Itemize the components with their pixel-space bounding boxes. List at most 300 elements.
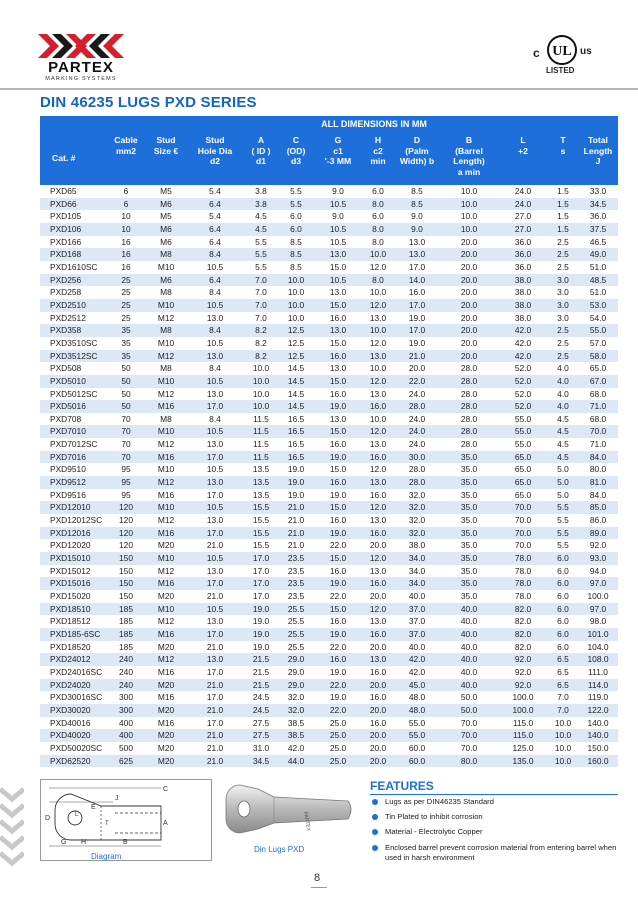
table-cell: 5.5 [548,501,578,514]
table-cell: 17.0 [394,261,440,274]
table-cell: 15.0 [314,299,362,312]
table-cell: 13.0 [362,653,394,666]
column-header-line: Cat. # [52,153,76,164]
table-cell: M6 [146,274,186,287]
table-cell: 21.0 [278,514,314,527]
table-row [40,653,618,666]
table-cell: 10.0 [244,400,278,413]
column-header-line: min [370,156,386,166]
catalog-number-cell: PXD3512SC [40,350,106,363]
table-cell: 29.0 [278,653,314,666]
catalog-number-cell: PXD40016 [40,717,106,730]
column-header-line: B [465,135,473,145]
table-cell: 16.5 [278,438,314,451]
table-row [40,590,618,603]
table-cell: 15.5 [244,514,278,527]
table-cell: 625 [106,755,146,768]
table-row [40,603,618,616]
table-row [40,400,618,413]
column-header-line: (Palm [405,145,429,156]
table-cell: 12.0 [362,552,394,565]
table-cell: M8 [146,324,186,337]
column-header-line: '-3 MM [324,156,352,166]
table-cell: 70.0 [578,425,618,438]
table-cell: 80.0 [440,755,498,768]
catalog-number-cell: PXD15012 [40,565,106,578]
table-cell: 21.0 [186,539,244,552]
table-cell: 13.0 [186,653,244,666]
table-cell: 16.0 [314,565,362,578]
table-cell: 9.0 [394,223,440,236]
table-cell: 21.0 [186,742,244,755]
table-row [40,223,618,236]
table-cell: 35.0 [440,451,498,464]
bullet-icon [372,845,378,851]
table-cell: 92.0 [498,679,548,692]
diagram-letter-a: A [163,820,168,827]
table-cell: 19.0 [394,337,440,350]
table-cell: 19.0 [394,312,440,325]
table-cell: M16 [146,451,186,464]
table-cell: 21.0 [278,501,314,514]
table-cell: 70.0 [498,527,548,540]
column-header-line: (OD) [286,145,306,156]
table-cell: 36.0 [498,248,548,261]
table-cell: 4.5 [244,210,278,223]
table-cell: 35 [106,337,146,350]
table-cell: 16.0 [362,527,394,540]
table-cell: 95 [106,476,146,489]
table-cell: 3.0 [548,312,578,325]
table-cell: 4.0 [548,375,578,388]
table-cell: 20.0 [440,312,498,325]
table-cell: 6.0 [548,641,578,654]
table-cell: 19.0 [314,489,362,502]
table-cell: 5.5 [548,539,578,552]
column-header-line: mm2 [115,145,137,156]
diagram-letter-b: B [123,839,128,846]
table-cell: 71.0 [578,400,618,413]
table-cell: 97.0 [578,577,618,590]
table-cell: 40.0 [440,679,498,692]
table-cell: 8.5 [394,185,440,198]
table-cell: 65.0 [498,476,548,489]
table-cell: 16.0 [394,286,440,299]
table-cell: 13.0 [394,248,440,261]
table-cell: 12.0 [362,463,394,476]
table-cell: 160.0 [578,755,618,768]
table-cell: 21.0 [186,729,244,742]
table-cell: 8.0 [362,223,394,236]
table-cell: 35.0 [440,514,498,527]
table-cell: 24.0 [394,388,440,401]
side-decoration [0,785,24,870]
table-cell: 25.5 [278,615,314,628]
table-cell: 240 [106,679,146,692]
table-cell: 135.0 [498,755,548,768]
table-cell: 42.0 [498,350,548,363]
table-cell: 13.5 [244,476,278,489]
column-header [244,132,278,185]
table-cell: 10.0 [548,742,578,755]
table-cell: 51.0 [578,261,618,274]
catalog-number-cell: PXD358 [40,324,106,337]
table-cell: 20.0 [362,590,394,603]
table-cell: 20.0 [362,704,394,717]
table-cell: 37.5 [578,223,618,236]
table-cell: 21.5 [244,679,278,692]
table-cell: 2.5 [548,236,578,249]
table-cell: 5.5 [278,185,314,198]
catalog-number-cell: PXD7016 [40,451,106,464]
table-cell: 10.5 [186,261,244,274]
table-row [40,742,618,755]
table-cell: 12.5 [278,337,314,350]
table-cell: 54.0 [578,312,618,325]
table-cell: 36.0 [498,236,548,249]
ul-listed-label: LISTED [546,66,575,75]
column-header-line: +2 [518,145,528,156]
column-header-line: d3 [290,156,302,166]
table-cell: 17.0 [186,527,244,540]
table-cell: 122.0 [578,704,618,717]
table-cell: 82.0 [498,628,548,641]
column-header-line: H [374,135,382,145]
table-cell: 70 [106,438,146,451]
table-cell: 19.0 [244,615,278,628]
table-cell: 33.0 [578,185,618,198]
table-cell: 55.0 [394,729,440,742]
table-cell: 45.0 [394,679,440,692]
table-cell: 50.0 [440,704,498,717]
table-cell: M8 [146,248,186,261]
table-cell: 24.5 [244,691,278,704]
table-cell: 30.0 [394,451,440,464]
table-cell: M20 [146,641,186,654]
table-cell: 82.0 [498,603,548,616]
column-header-line: L [520,135,526,145]
table-cell: 12.0 [362,337,394,350]
table-cell: 150 [106,590,146,603]
table-cell: M12 [146,388,186,401]
table-cell: 31.0 [244,742,278,755]
table-cell: 7.0 [548,704,578,717]
table-cell: 8.5 [278,261,314,274]
table-cell: M10 [146,425,186,438]
table-cell: 10.0 [244,375,278,388]
table-cell: 28.0 [394,476,440,489]
column-header-line: Hole Dia [197,145,233,156]
table-cell: 55.0 [394,717,440,730]
bullet-icon [372,814,378,820]
feature-text: Lugs as per DIN46235 Standard [385,797,494,806]
table-cell: M10 [146,375,186,388]
table-cell: 3.0 [548,274,578,287]
table-cell: 4.5 [548,425,578,438]
table-cell: 70 [106,425,146,438]
column-header [578,132,618,185]
table-cell: 27.0 [498,210,548,223]
table-row [40,198,618,211]
table-cell: 27.5 [244,717,278,730]
table-cell: 20.0 [362,742,394,755]
table-cell: 44.0 [278,755,314,768]
table-cell: 10.5 [314,223,362,236]
table-cell: 13.0 [186,565,244,578]
table-cell: 40.0 [440,615,498,628]
table-cell: 36.0 [498,261,548,274]
table-cell: 13.0 [394,236,440,249]
catalog-number-cell: PXD50020SC [40,742,106,755]
table-row [40,438,618,451]
table-cell: 15.5 [244,539,278,552]
table-cell: 6.4 [186,198,244,211]
table-cell: 32.0 [394,527,440,540]
diagram-letter-g: G [61,839,67,846]
table-cell: 46.5 [578,236,618,249]
table-row [40,350,618,363]
table-cell: 15.0 [314,425,362,438]
ul-c-label: c [533,46,540,60]
table-cell: 21.0 [278,527,314,540]
table-cell: 55.0 [578,324,618,337]
table-row [40,691,618,704]
table-cell: 95 [106,463,146,476]
table-cell: 2.5 [548,350,578,363]
table-row [40,565,618,578]
table-cell: 23.5 [278,590,314,603]
column-header-line: Length) [453,156,485,166]
table-cell: 300 [106,704,146,717]
table-cell: 35.0 [440,577,498,590]
table-cell: 185 [106,603,146,616]
table-cell: M8 [146,362,186,375]
column-header-line: Length [583,145,613,156]
table-cell: 25.0 [314,729,362,742]
table-cell: 70.0 [498,501,548,514]
table-cell: 38.0 [498,299,548,312]
table-cell: 50 [106,388,146,401]
table-cell: 21.0 [186,755,244,768]
catalog-number-cell: PXD256 [40,274,106,287]
table-cell: 35.0 [440,539,498,552]
table-cell: 17.0 [186,691,244,704]
diagram-letter-t: T [105,821,109,827]
table-cell: 7.0 [244,274,278,287]
table-cell: 108.0 [578,653,618,666]
table-cell: 10.0 [362,324,394,337]
table-cell: 5.5 [548,527,578,540]
table-cell: 16.0 [314,438,362,451]
table-cell: 1.5 [548,210,578,223]
table-cell: 48.0 [394,704,440,717]
table-cell: 28.0 [394,463,440,476]
table-cell: 37.0 [394,628,440,641]
table-cell: 2.5 [548,337,578,350]
table-cell: 115.0 [498,717,548,730]
catalog-number-cell: PXD185-6SC [40,628,106,641]
table-cell: 60.0 [394,742,440,755]
lug-diagram [40,779,212,861]
table-cell: 16.0 [314,350,362,363]
table-cell: 5.4 [186,185,244,198]
table-cell: 35.0 [440,463,498,476]
table-cell: 13.0 [186,312,244,325]
table-row [40,388,618,401]
table-cell: 5.5 [244,236,278,249]
table-row [40,375,618,388]
table-cell: 22.0 [314,641,362,654]
table-cell: 16.0 [314,514,362,527]
table-cell: 12.0 [362,299,394,312]
table-cell: 120 [106,527,146,540]
table-cell: 19.0 [278,489,314,502]
table-cell: 9.0 [314,185,362,198]
table-cell: 25 [106,286,146,299]
table-cell: 10.5 [186,603,244,616]
table-cell: 11.5 [244,413,278,426]
table-cell: 86.0 [578,514,618,527]
table-cell: 8.5 [394,198,440,211]
column-header [106,132,146,185]
column-header [146,132,186,185]
table-cell: 16.0 [314,653,362,666]
table-cell: 10.5 [314,274,362,287]
table-cell: 13.5 [244,463,278,476]
table-cell: 24.5 [244,704,278,717]
table-cell: 16.0 [362,717,394,730]
table-cell: 11.5 [244,451,278,464]
catalog-number-cell: PXD708 [40,413,106,426]
table-cell: 48.5 [578,274,618,287]
table-cell: 19.0 [314,666,362,679]
table-cell: 120 [106,514,146,527]
catalog-number-cell: PXD18512 [40,615,106,628]
table-cell: 19.0 [278,476,314,489]
table-cell: 6 [106,198,146,211]
table-cell: 10.0 [362,286,394,299]
table-cell: 13.0 [362,476,394,489]
catalog-number-cell: PXD18510 [40,603,106,616]
diagram-letter-h: H [81,839,87,846]
table-cell: 4.5 [548,413,578,426]
column-header-line: Stud [205,135,225,145]
table-cell: 20.0 [362,641,394,654]
column-header [278,132,314,185]
column-header-line: Size € [153,145,179,156]
table-cell: 65.0 [498,451,548,464]
table-cell: 1.5 [548,185,578,198]
table-cell: 52.0 [498,388,548,401]
table-row [40,299,618,312]
table-row [40,312,618,325]
chevron-decoration-icon [0,785,24,870]
table-cell: M20 [146,742,186,755]
table-cell: 17.0 [186,628,244,641]
table-cell: 140.0 [578,717,618,730]
table-cell: 65.0 [498,489,548,502]
table-cell: 15.0 [314,337,362,350]
table-cell: M20 [146,539,186,552]
table-cell: 240 [106,653,146,666]
table-cell: 13.0 [314,248,362,261]
table-cell: 58.0 [578,350,618,363]
table-cell: 6.0 [278,210,314,223]
table-cell: 4.0 [548,388,578,401]
table-cell: 104.0 [578,641,618,654]
table-cell: 23.5 [278,552,314,565]
bullet-icon [372,799,378,805]
table-cell: M10 [146,463,186,476]
table-row [40,236,618,249]
table-cell: 10.5 [186,425,244,438]
table-cell: 49.0 [578,248,618,261]
table-cell: 35 [106,324,146,337]
diagram-letter-d: D [45,815,51,822]
table-cell: 6 [106,185,146,198]
table-cell: 3.8 [244,185,278,198]
copper-lug-icon [218,779,358,845]
table-cell: M12 [146,653,186,666]
table-cell: 19.0 [314,691,362,704]
table-cell: 25.5 [278,628,314,641]
catalog-number-cell: PXD106 [40,223,106,236]
features-title: FEATURES [370,779,434,793]
table-cell: 50 [106,362,146,375]
table-cell: 11.5 [244,425,278,438]
table-cell: 50 [106,375,146,388]
table-cell: 7.0 [244,312,278,325]
table-cell: 1.5 [548,198,578,211]
table-cell: M16 [146,527,186,540]
table-cell: 6.0 [548,603,578,616]
column-header-line: (Barrel [455,145,483,156]
table-cell: 7.0 [244,286,278,299]
table-cell: 3.0 [548,286,578,299]
catalog-number-cell: PXD24020 [40,679,106,692]
table-cell: 16.5 [278,425,314,438]
table-cell: 5.5 [244,248,278,261]
table-cell: M8 [146,286,186,299]
brand-tagline: MARKING SYSTEMS [45,76,117,82]
table-cell: 13.0 [186,514,244,527]
table-row [40,615,618,628]
table-cell: 28.0 [440,413,498,426]
column-header [548,132,578,185]
table-cell: 25 [106,274,146,287]
catalog-number-cell: PXD66 [40,198,106,211]
table-cell: 19.0 [278,463,314,476]
catalog-number-cell: PXD258 [40,286,106,299]
table-cell: 65.0 [578,362,618,375]
table-cell: 10.5 [186,375,244,388]
table-cell: 52.0 [498,400,548,413]
table-cell: 17.0 [186,451,244,464]
table-cell: 15.5 [244,501,278,514]
table-row [40,425,618,438]
table-row [40,666,618,679]
table-row [40,717,618,730]
table-cell: 38.0 [498,274,548,287]
table-body [40,185,618,767]
table-cell: M10 [146,299,186,312]
table-cell: M10 [146,501,186,514]
column-header-line: C [292,135,300,145]
table-cell: 40.0 [440,653,498,666]
table-cell: 21.0 [186,641,244,654]
catalog-number-cell: PXD12012SC [40,514,106,527]
column-header-line: Width) b [399,156,435,166]
